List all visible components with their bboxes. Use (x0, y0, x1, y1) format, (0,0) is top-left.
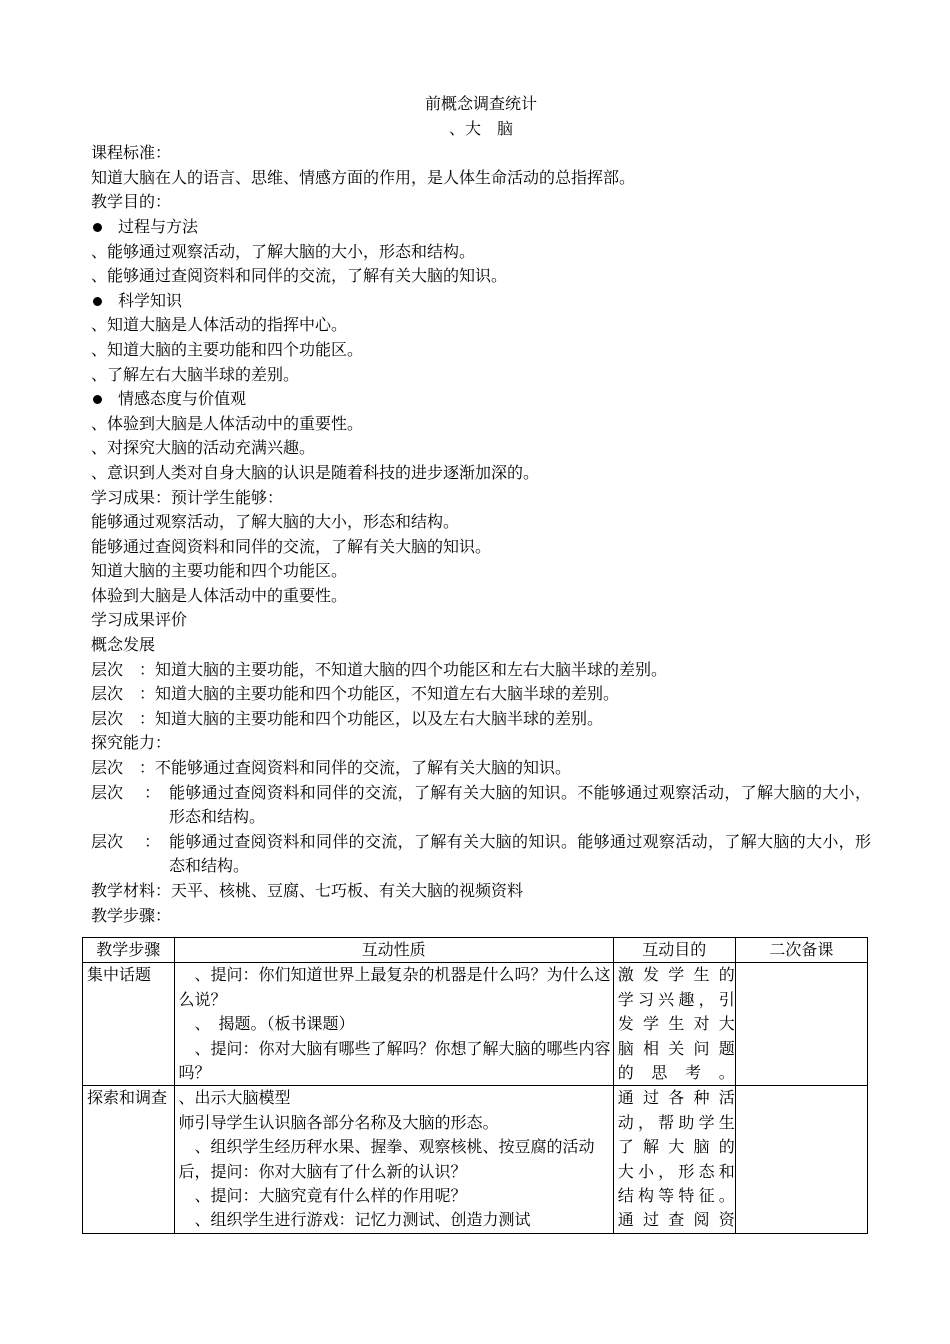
curriculum-label: 课程标准： (91, 143, 172, 163)
goal-cell: 通过各种活 动，帮助学生 了解大脑的 大小，形态和 结构等特征。 通过查阅资 (613, 1086, 735, 1233)
inquiry-level: 层次 ： 能够通过查阅资料和同伴的交流，了解有关大脑的知识。不能够通过观察活动，了解大脑的大小，形态和结构。 (91, 782, 871, 827)
document-body (91, 92, 871, 928)
step-cell: 集中话题 (83, 963, 175, 1086)
table-header-cell: 互动目的 (613, 938, 735, 963)
section-heading: 情感态度与价值观 (91, 387, 871, 412)
concept-level: 层次 ： 知道大脑的主要功能和四个功能区，以及左右大脑半球的差别。 (91, 708, 604, 728)
list-item: 、对探究大脑的活动充满兴趣。 (91, 438, 316, 458)
table-header-cell: 教学步骤 (83, 938, 175, 963)
list-item: 、能够通过查阅资料和同伴的交流，了解有关大脑的知识。 (91, 266, 508, 286)
outcome-item: 知道大脑的主要功能和四个功能区。 (91, 561, 348, 581)
table-row (83, 963, 868, 1086)
curriculum-text: 知道大脑在人的语言、思维、情感方面的作用，是人体生命活动的总指挥部。 (91, 167, 636, 187)
list-item: 、体验到大脑是人体活动中的重要性。 (91, 413, 364, 433)
page-subtitle: 、大 脑 (448, 118, 513, 138)
notes-cell (735, 963, 867, 1086)
evaluation-label: 学习成果评价 (91, 610, 188, 630)
outcome-item: 能够通过观察活动，了解大脑的大小，形态和结构。 (91, 512, 460, 532)
section-heading: 过程与方法 (91, 215, 871, 240)
concept-level: 层次 ： 知道大脑的主要功能，不知道大脑的四个功能区和左右大脑半球的差别。 (91, 659, 668, 679)
list-item: 、意识到人类对自身大脑的认识是随着科技的进步逐渐加深的。 (91, 462, 540, 482)
list-item: 、能够通过观察活动，了解大脑的大小，形态和结构。 (91, 241, 476, 261)
concept-level: 层次 ： 知道大脑的主要功能和四个功能区，不知道左右大脑半球的差别。 (91, 684, 620, 704)
interaction-cell: 、出示大脑模型 师引导学生认识脑各部分名称及大脑的形态。 、组织学生经历秤水果、握拳、观察核桃、按豆腐的活动后，提问：你对大脑有了什么新的认识？ 、提问：大脑究竟有什么样的作用呢？ 、组织学生进行游戏：记忆力测试、创造力测试 (174, 1086, 613, 1233)
bullet-icon (93, 395, 102, 404)
concept-label: 概念发展 (91, 635, 156, 655)
interaction-cell: 、提问：你们知道世界上最复杂的机器是什么吗？为什么这么说？ 、 揭题。（板书课题） 、提问：你对大脑有哪些了解吗？你想了解大脑的哪些内容吗？ (174, 963, 613, 1086)
bullet-icon (93, 223, 102, 232)
page-title: 前概念调查统计 (424, 94, 537, 113)
list-item: 、了解左右大脑半球的差别。 (91, 364, 300, 384)
inquiry-label: 探究能力： (91, 733, 172, 753)
outcome-item: 体验到大脑是人体活动中的重要性。 (91, 585, 348, 605)
step-cell: 探索和调查 (83, 1086, 175, 1233)
inquiry-level: 层次 ： 能够通过查阅资料和同伴的交流，了解有关大脑的知识。能够通过观察活动，了解大脑的大小，形态和结构。 (91, 831, 871, 876)
goal-cell: 激发学生的 学习兴趣，引 发学生对大 脑相关问题 的思考。 (613, 963, 735, 1086)
table-header-cell: 互动性质 (174, 938, 613, 963)
list-item: 、知道大脑的主要功能和四个功能区。 (91, 339, 364, 359)
outcome-item: 能够通过查阅资料和同伴的交流，了解有关大脑的知识。 (91, 536, 492, 556)
bullet-icon (93, 297, 102, 306)
steps-label: 教学步骤： (91, 905, 172, 925)
list-item: 、知道大脑是人体活动的指挥中心。 (91, 315, 348, 335)
objectives-label: 教学目的： (91, 192, 172, 212)
table-header-cell: 二次备课 (735, 938, 867, 963)
table-header-row (83, 938, 868, 963)
teaching-steps-table (82, 937, 868, 1234)
materials-text: 教学材料：天平、核桃、豆腐、七巧板、有关大脑的视频资料 (91, 881, 524, 900)
outcomes-label: 学习成果：预计学生能够： (91, 487, 284, 507)
section-heading: 科学知识 (91, 289, 871, 314)
table-row (83, 1086, 868, 1233)
notes-cell (735, 1086, 867, 1233)
inquiry-level: 层次 ： 不能够通过查阅资料和同伴的交流，了解有关大脑的知识。 (91, 758, 572, 778)
